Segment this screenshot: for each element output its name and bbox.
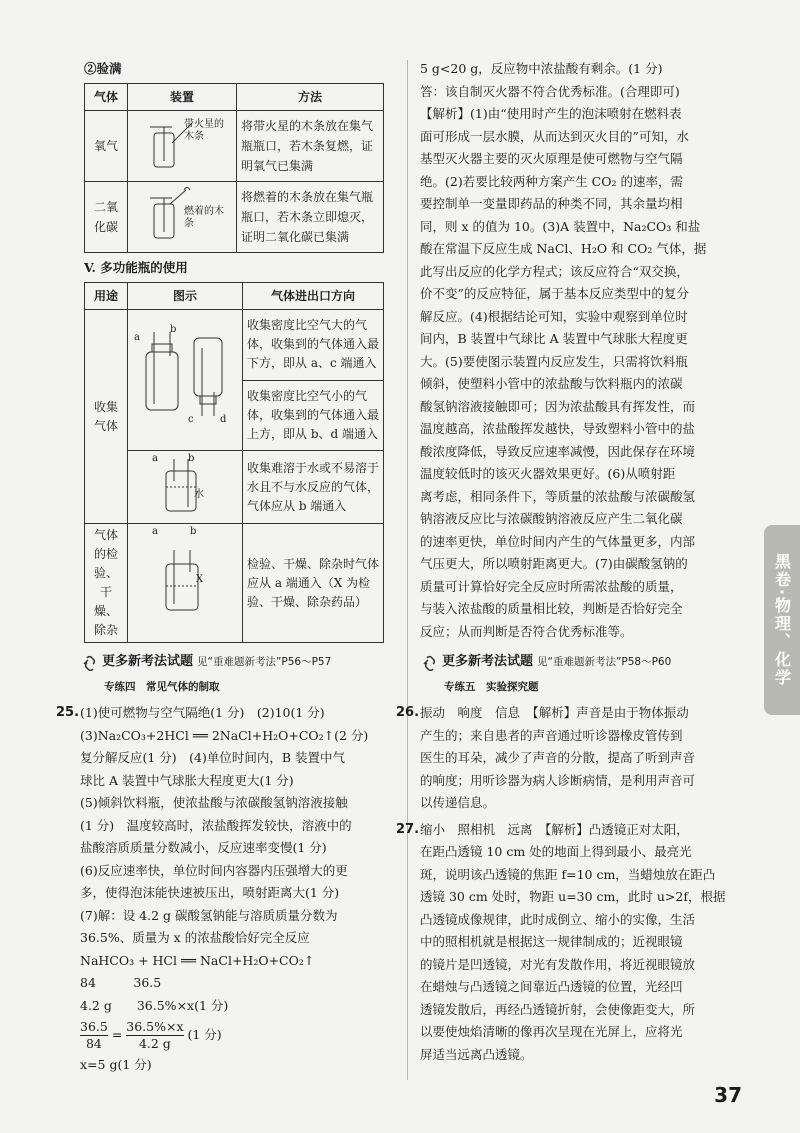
oxygen-check-figure <box>128 111 237 182</box>
port-b-label: b <box>190 526 197 537</box>
more-tests-banner <box>80 651 398 674</box>
text-line: 酸在常温下反应生成 NaCl、H₂O 和 CO₂ 气体，据 <box>420 241 707 256</box>
answer-line: x=5 g(1 分) <box>80 1057 152 1072</box>
check-title: ②验满 <box>84 61 122 76</box>
text-line: 酸浓度降低，导致反应速率减慢，因此保存在环境 <box>420 443 696 459</box>
more-tests-ref: 见“重难题新考法”P58～P60 <box>537 656 672 668</box>
text-line: 的速率更快，单位时间内产生的气体量更多，内部 <box>420 533 696 549</box>
answer-line: 以要使烛焰清晰的像再次呈现在光屏上，应将光 <box>420 1024 683 1039</box>
page-number: 37 <box>714 1083 742 1107</box>
answer-line: (6)反应速率快，单位时间内容器内压强增大的更 <box>80 862 348 878</box>
answer-line: 产生的；来自患者的声音通过听诊器橡皮管传到 <box>420 727 683 743</box>
text-line: 绝。(2)若要比较两种方案产生 CO₂ 的速率，需 <box>420 173 683 189</box>
port-c-label: c <box>188 414 194 425</box>
answer-line: (7)解：设 4.2 g 碳酸氢钠能与溶质质量分数为 <box>80 907 338 923</box>
text-line: 同，则 x 的值为 10。(3)A 装置中，Na₂CO₃ 和盐 <box>420 218 701 234</box>
answer-line: 在蜡烛与凸透镜之间靠近凸透镜的位置，光经凹 <box>420 979 683 994</box>
table2-header-figure: 图示 <box>128 282 243 310</box>
analysis-block <box>420 58 735 643</box>
answer-line: 透镜 30 cm 处时，物距 u=30 cm，此时 u>2f，根据 <box>420 889 726 904</box>
text-line: 大。(5)要使图示装置内反应发生，只需将饮料瓶 <box>420 353 688 369</box>
question-27 <box>396 819 735 1067</box>
multi-title: V. 多功能瓶的使用 <box>84 260 188 275</box>
answer-line: 缩小 照相机 远离 【解析】凸透镜正对太阳， <box>420 821 689 837</box>
table-row <box>85 310 384 381</box>
table2-header-direction: 气体进出口方向 <box>243 282 384 310</box>
port-a-label: a <box>152 453 158 464</box>
text-line: 基型灭火器主要的灭火原理是使可燃物与空气隔 <box>420 151 683 166</box>
use-purify: 气体的检验、干燥、除杂 <box>85 524 128 643</box>
right-column <box>396 58 735 1066</box>
answer-line: 多，使得泡沫能快速被压出，喷射距离大(1 分) <box>80 885 340 900</box>
method-text: 将燃着的木条放在集气瓶瓶口，若木条立即熄灭，证明二氧化碳已集满 <box>237 182 384 253</box>
direction-text: 收集难溶于水或不易溶于水且不与水反应的气体，气体应从 b 端通入 <box>243 451 384 524</box>
co2-check-figure <box>128 182 237 253</box>
water-collect-figure <box>128 451 243 524</box>
table-row <box>85 451 384 524</box>
water-label: 水 <box>194 489 204 500</box>
table2-header-use: 用途 <box>85 282 128 310</box>
text-line: 温度较低时的该灭火器效果更好。(6)从喷射距 <box>420 466 676 481</box>
gas-check-table <box>84 83 384 254</box>
gas-name: 氧气 <box>85 111 128 182</box>
text-line: 解反应。(4)根据结论可知，实验中观察到单位时 <box>420 308 688 324</box>
answer-line: 中的照相机就是根据这一规律制成的；近视眼镜 <box>420 934 683 949</box>
question-number: 27. <box>396 821 420 837</box>
answer-line: 的镜片是凹透镜，对光有发散作用，将近视眼镜放 <box>420 956 696 972</box>
subject-side-tab: 黑卷·物理、化学 <box>764 525 800 715</box>
more-tests-title: 更多新考法试题 <box>442 654 534 669</box>
splint-label: 燃着的木条 <box>184 206 224 229</box>
text-line: 钠溶液反应比与浓碳酸钠溶液反应产生二氧化碳 <box>420 511 683 526</box>
answer-line: 球比 A 装置中气球胀大程度更大(1 分) <box>80 772 294 788</box>
table1-header-device: 装置 <box>128 83 237 111</box>
answer-line: 的响度；用听诊器为病人诊断病情，是利用声音可 <box>420 772 696 788</box>
answer-line: 在距凸透镜 10 cm 处的地面上得到最小、最亮光 <box>420 844 692 859</box>
port-b-label: b <box>170 324 177 335</box>
answer-line: 透镜发散后，再经凸透镜折射，会使像距变大，所 <box>420 1001 696 1017</box>
text-line: 5 g<20 g，反应物中浓盐酸有剩余。(1 分) <box>420 61 663 76</box>
port-b-label: b <box>188 453 195 464</box>
text-line: 与装入浓盐酸的质量相比较，判断是否恰好完全 <box>420 601 683 616</box>
text-line: 温度越高，浓盐酸挥发越快，导致塑料小管中的盐 <box>420 421 696 436</box>
answer-line: 盐酸溶质质量分数减小，反应速率变慢(1 分) <box>80 840 327 855</box>
port-a-label: a <box>152 526 158 537</box>
answer-line: 复分解反应(1 分) (4)单位时间内，B 装置中气 <box>80 750 346 765</box>
table1-header-gas: 气体 <box>85 83 128 111</box>
answer-line: (5)倾斜饮料瓶，使浓盐酸与浓碳酸氢钠溶液接触 <box>80 795 348 810</box>
answer-line: NaHCO₃ + HCl ══ NaCl+H₂O+CO₂↑ <box>80 952 315 968</box>
answer-line: 屏适当远离凸透镜。 <box>420 1046 533 1062</box>
text-line: 答：该自制灭火器不符合优秀标准。(合理即可) <box>420 83 680 99</box>
text-line: 气压更大，所以喷射距离更大。(7)由碳酸氢钠的 <box>420 556 688 571</box>
answer-line: 4.2 g 36.5%×x(1 分) <box>80 997 229 1013</box>
gas-name: 二氧化碳 <box>85 182 128 253</box>
answer-line: 斑，说明该凸透镜的焦距 f=10 cm，当蜡烛放在距凸 <box>420 866 716 882</box>
bottle-icon <box>132 544 238 616</box>
text-line: 要控制单一变量即药品的种类不同，其余量均相 <box>420 196 683 211</box>
splint-label: 带火星的木条 <box>184 119 224 142</box>
text-line: 此写出反应的化学方程式；该反应符合“双交换， <box>420 263 689 279</box>
multi-bottle-table <box>84 282 384 644</box>
fraction-left: $\frac{36.5}{84}$ <box>80 1019 108 1051</box>
answer-line: 84 36.5 <box>80 975 162 990</box>
method-text: 将带火星的木条放在集气瓶瓶口，若木条复燃，证明氧气已集满 <box>237 111 384 182</box>
text-line: 酸氢钠溶液接触即可；因为浓盐酸具有挥发性，而 <box>420 398 696 414</box>
answer-line: 36.5%、质量为 x 的浓盐酸恰好完全反应 <box>80 930 310 945</box>
table-row <box>85 182 384 253</box>
question-number: 26. <box>396 705 420 720</box>
direction-text: 收集密度比空气大的气体，收集到的气体通入最下方，即从 a、c 端通入 <box>243 310 384 381</box>
link-icon <box>80 653 98 671</box>
fraction-right: $\frac{36.5\%\times x}{4.2 g}$ <box>126 1019 184 1051</box>
text-line: 离考虑，相同条件下，等质量的浓盐酸与浓碳酸氢 <box>420 488 696 504</box>
table-row <box>85 111 384 182</box>
question-number: 25. <box>56 705 80 720</box>
text-line: 【解析】(1)由“使用时产生的泡沫喷射在燃料表 <box>420 106 682 121</box>
answer-line: (1)使可燃物与空气隔绝(1 分) (2)10(1 分) <box>80 705 325 720</box>
bottle-icon <box>132 453 238 515</box>
column-divider <box>407 60 408 1080</box>
answer-line: 医生的耳朵，减少了声音的分散，提高了听到声音 <box>420 750 696 765</box>
text-line: 面可形成一层水膜，从而达到灭火目的”可知，水 <box>420 128 689 144</box>
text-line: 价不变”的反应特征，属于基本反应类型中的复分 <box>420 286 689 301</box>
link-icon <box>420 653 438 671</box>
purify-figure <box>128 524 243 643</box>
text-line: 倾斜，使塑料小管中的浓盐酸与饮料瓶内的浓碳 <box>420 376 683 391</box>
text-line: 质量可计算恰好完全反应时所需浓盐酸的质量， <box>420 578 683 594</box>
direction-text: 收集密度比空气小的气体，收集到的气体通入最上方，即从 b、d 端通入 <box>243 380 384 451</box>
text-line: 间内，B 装置中气球比 A 装置中气球胀大程度更 <box>420 331 688 346</box>
reagent-x-label: X <box>196 574 204 585</box>
port-d-label: d <box>220 414 227 425</box>
direction-text: 检验、干燥、除杂时气体应从 a 端通入（X 为检验、干燥、除杂药品） <box>243 524 384 643</box>
answer-line: 振动 响度 信息 【解析】声音是由于物体振动 <box>420 705 689 720</box>
fraction-score: (1 分) <box>187 1027 222 1042</box>
question-25 <box>56 702 398 1077</box>
question-26 <box>396 702 735 815</box>
answer-line: 以传递信息。 <box>420 795 496 810</box>
section-subtitle: 专练四 常见气体的制取 <box>104 680 220 693</box>
text-line: 反应；从而判断是否符合优秀标准等。 <box>420 623 633 639</box>
more-tests-title: 更多新考法试题 <box>102 654 194 669</box>
answer-line: (3)Na₂CO₃+2HCl ══ 2NaCl+H₂O+CO₂↑(2 分) <box>80 727 369 743</box>
more-tests-banner <box>420 651 735 674</box>
use-collect: 收集气体 <box>85 310 128 524</box>
table1-header-method: 方法 <box>237 83 384 111</box>
section-subtitle: 专练五 实验探究题 <box>444 680 539 693</box>
answer-line: 凸透镜成像规律，此时成倒立、缩小的实像，生活 <box>420 911 696 927</box>
port-a-label: a <box>134 332 140 343</box>
table-row <box>85 524 384 643</box>
answer-line: (1 分) 温度较高时，浓盐酸挥发较快，溶液中的 <box>80 817 352 833</box>
proportion-equation: $\frac{36.5}{84}$ = $\frac{36.5\%\times x}{4.2 g}$ (1 分) <box>80 1019 222 1051</box>
left-column <box>56 58 398 1077</box>
collect-figure <box>128 310 243 451</box>
more-tests-ref: 见“重难题新考法”P56～P57 <box>197 656 332 668</box>
